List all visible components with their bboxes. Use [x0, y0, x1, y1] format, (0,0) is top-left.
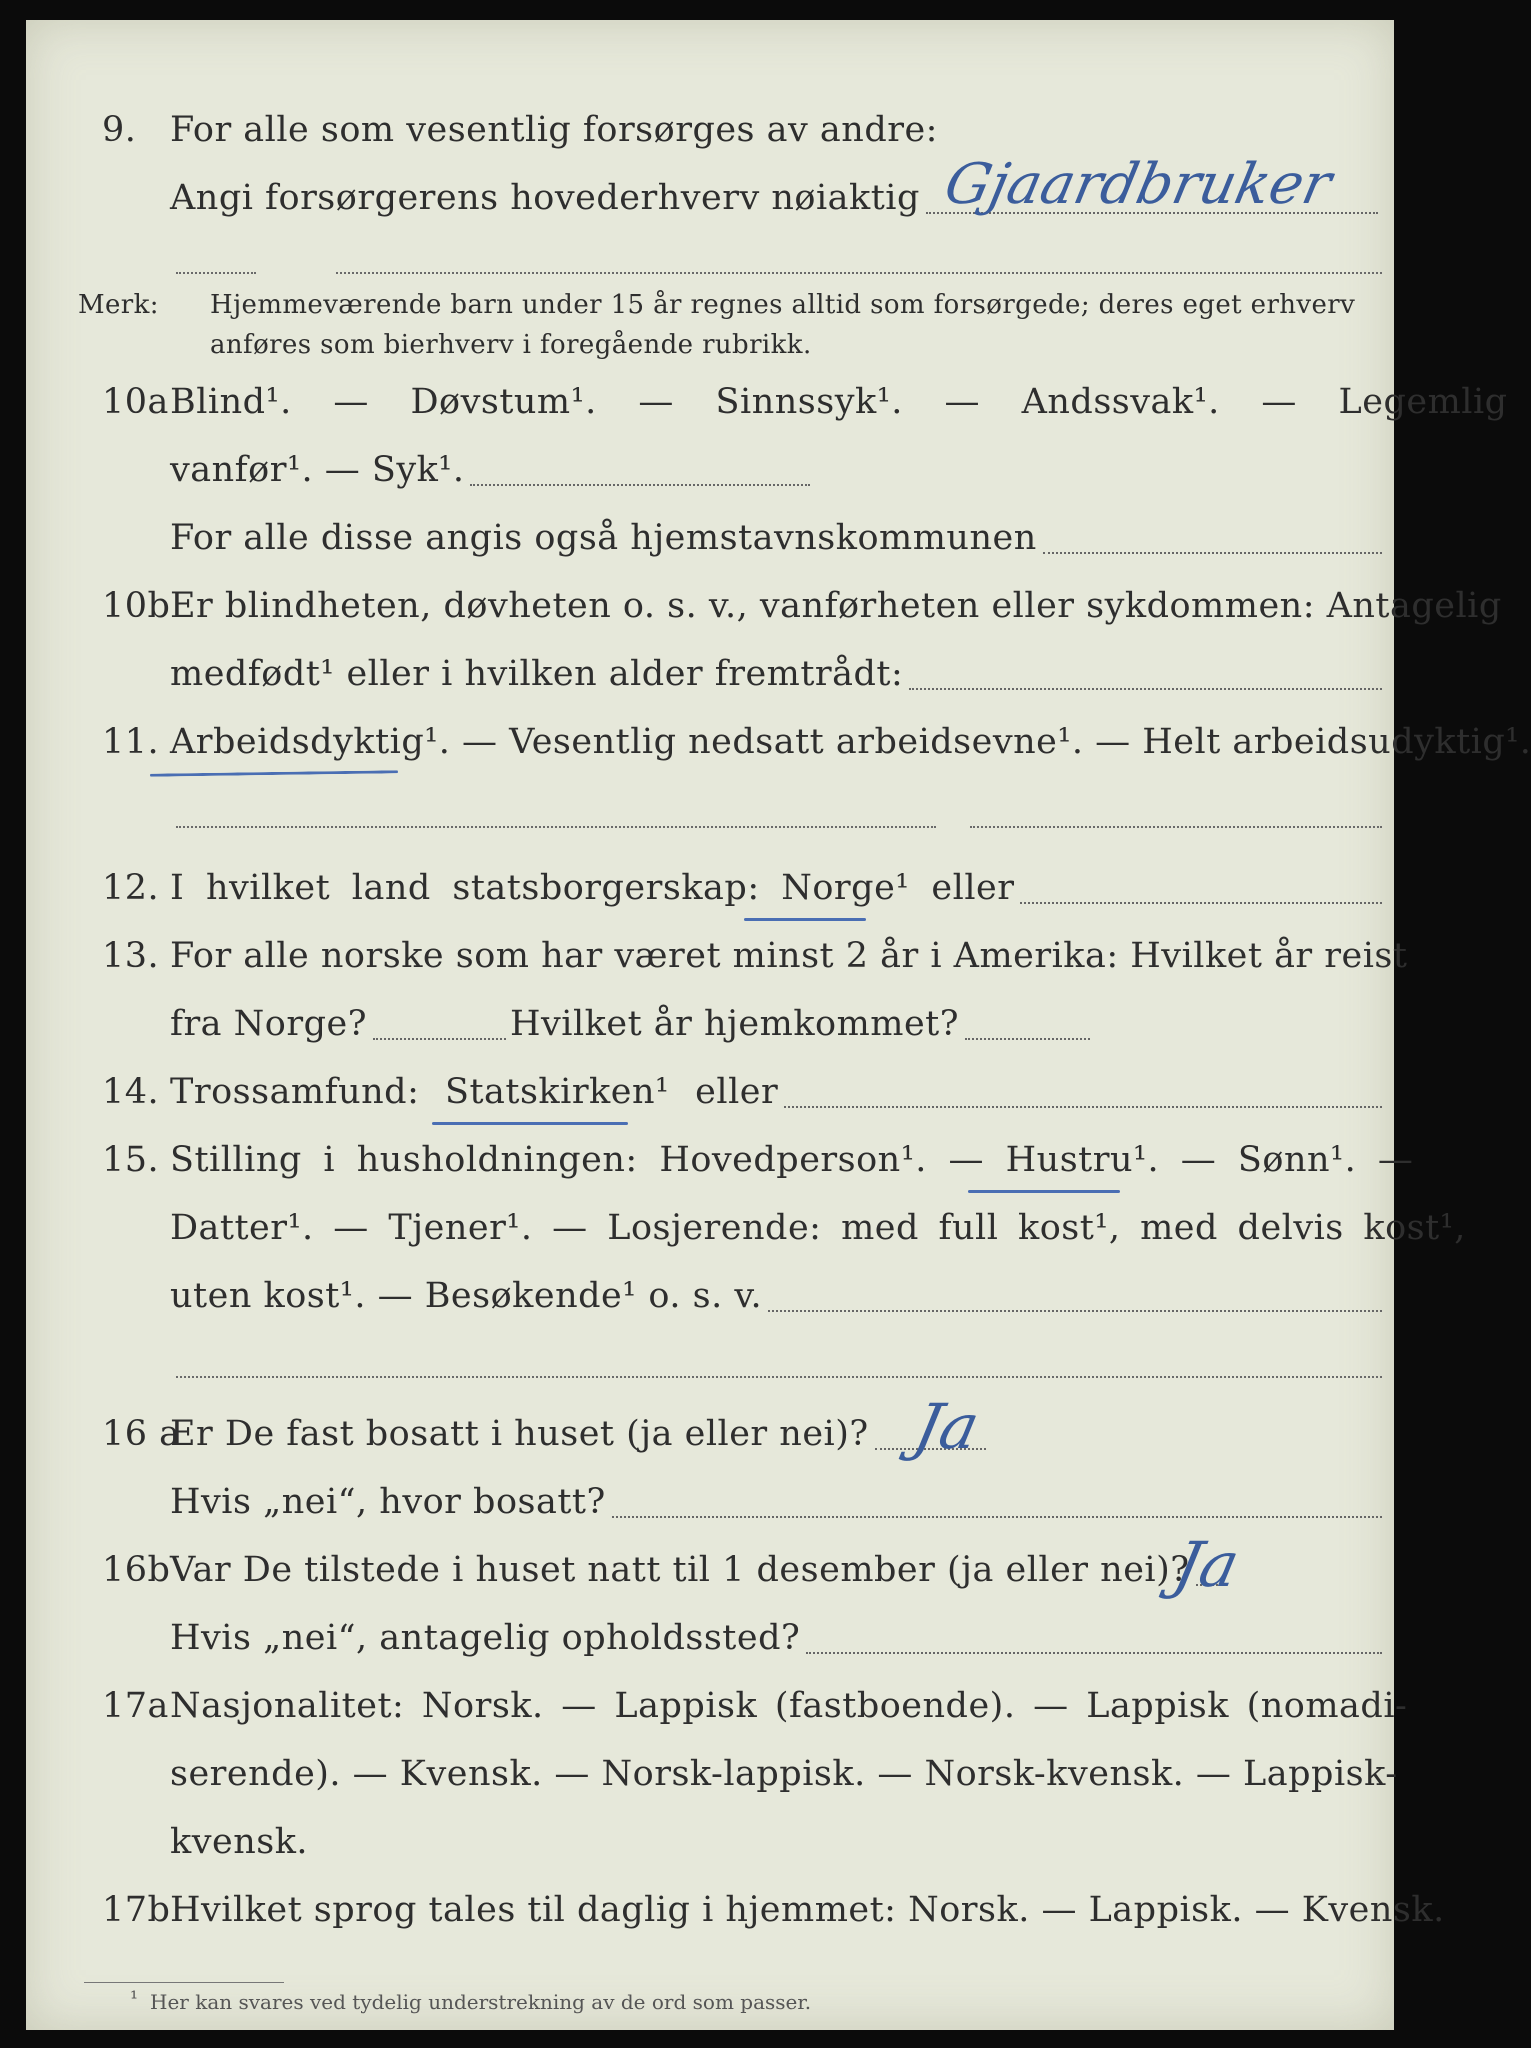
question-text: Hvilket sprog tales til daglig i hjemmet: Norsk. — Lappisk. — Kvensk. — [170, 1890, 1445, 1930]
question-text: Angi forsørgerens hovederhverv nøiaktig — [170, 178, 920, 218]
answer-dotted-line[interactable] — [470, 484, 810, 486]
question-text: vanfør¹. — Syk¹. — [170, 450, 465, 490]
handwritten-underline — [150, 770, 398, 776]
question-text: Nasjonalitet: Norsk. — Lappisk (fastboende). — Lappisk (nomadi- — [170, 1686, 1408, 1726]
item-number: 15. — [102, 1140, 160, 1180]
item-number: 17b — [102, 1890, 171, 1930]
answer-dotted-line[interactable] — [612, 1516, 1382, 1518]
answer-dotted-line[interactable] — [373, 1038, 506, 1040]
note-line-2: anføres som bierhverv i foregående rubrikk. — [210, 330, 812, 360]
item-16a-line-2 — [170, 1482, 1382, 1526]
question-text: Trossamfund: Statskirken¹ eller — [170, 1072, 779, 1112]
question-text: For alle disse angis også hjemstavnskommunen — [170, 518, 1037, 558]
item-12-line-1 — [66, 868, 1382, 912]
item-number: 16b — [102, 1550, 171, 1590]
item-number: 11. — [102, 722, 160, 762]
dotted-line — [970, 826, 1382, 828]
handwritten-answer: Ja — [1168, 1528, 1246, 1601]
question-text: Hvilket år hjemkommet? — [510, 1004, 960, 1044]
handwritten-answer: Ja — [908, 1390, 986, 1463]
question-text: For alle som vesentlig forsørges av andre: — [170, 110, 938, 150]
note-label: Merk: — [78, 290, 159, 320]
note-text: Hjemmeværende barn under 15 år regnes alltid som forsørgede; deres eget erhverv — [210, 290, 1356, 320]
item-16b-line-1 — [66, 1550, 1222, 1594]
footnote-rule — [84, 1982, 284, 1983]
dotted-line — [176, 826, 936, 828]
question-text: I hvilket land statsborgerskap: Norge¹ eller — [170, 868, 1015, 908]
item-number: 10a — [102, 382, 169, 422]
handwritten-answer: Gjaardbruker — [939, 152, 1337, 217]
item-number: 12. — [102, 868, 160, 908]
item-number: 13. — [102, 936, 160, 976]
question-text: kvensk. — [170, 1822, 309, 1862]
item-17a-line-2 — [170, 1754, 1398, 1798]
question-text: Arbeidsdyktig¹. — Vesentlig nedsatt arbeidsevne¹. — Helt arbeidsudyktig¹. — [170, 722, 1531, 762]
handwritten-underline — [744, 918, 866, 921]
item-16b-line-2 — [170, 1618, 1382, 1662]
item-10b-line-2 — [170, 654, 1382, 698]
item-number: 17a — [102, 1686, 169, 1726]
question-text: Er blindheten, døvheten o. s. v., vanførheten eller sykdommen: Antagelig — [170, 586, 1502, 626]
question-text: uten kost¹. — Besøkende¹ o. s. v. — [170, 1276, 763, 1316]
item-11-line-1 — [66, 722, 1531, 766]
item-10a-line-2 — [170, 450, 810, 494]
footnote-mark: ¹ — [130, 1986, 139, 2010]
question-text: Blind¹. — Døvstum¹. — Sinnssyk¹. — Andssvak¹. — Legemlig — [170, 382, 1508, 422]
item-14-line-1 — [66, 1072, 1382, 1116]
question-text: serende). — Kvensk. — Norsk-lappisk. — Norsk-kvensk. — Lappisk- — [170, 1754, 1398, 1794]
item-13-line-1 — [66, 936, 1408, 980]
note-line-1 — [210, 290, 1382, 320]
item-number: 9. — [102, 110, 137, 150]
item-number: 14. — [102, 1072, 160, 1112]
item-17a-line-3 — [170, 1822, 308, 1866]
question-text: fra Norge? — [170, 1004, 367, 1044]
item-10a-line-1 — [66, 382, 1508, 426]
question-text: Stilling i husholdningen: Hovedperson¹. — Hustru¹. — Sønn¹. — — [170, 1140, 1414, 1180]
item-15-line-3 — [170, 1276, 1382, 1320]
footnote-text: Her kan svares ved tydelig understrekning av de ord som passer. — [150, 1990, 812, 2014]
item-13-line-2b — [510, 1004, 1090, 1048]
question-text: medfødt¹ eller i hvilken alder fremtrådt: — [170, 654, 904, 694]
dotted-line — [176, 272, 256, 274]
item-number: 10b — [102, 586, 171, 626]
answer-dotted-line[interactable] — [1043, 552, 1382, 554]
question-text: Datter¹. — Tjener¹. — Losjerende: med full kost¹, med delvis kost¹, — [170, 1208, 1466, 1248]
handwritten-underline — [968, 1190, 1120, 1193]
answer-dotted-line[interactable] — [1020, 902, 1382, 904]
item-13-line-2a — [170, 1004, 506, 1048]
item-15-line-2 — [170, 1208, 1466, 1252]
dotted-line — [336, 272, 1382, 274]
answer-dotted-line[interactable] — [965, 1038, 1090, 1040]
item-9-line-1 — [66, 110, 1386, 154]
answer-dotted-line[interactable] — [768, 1310, 1382, 1312]
question-text: Hvis „nei“, hvor bosatt? — [170, 1482, 606, 1522]
dotted-line — [176, 1376, 1382, 1378]
answer-dotted-line[interactable] — [806, 1652, 1382, 1654]
census-form-page — [26, 20, 1531, 2030]
item-10b-line-1 — [66, 586, 1502, 630]
question-text: Hvis „nei“, antagelig opholdssted? — [170, 1618, 801, 1658]
item-17a-line-1 — [66, 1686, 1408, 1730]
question-text: Er De fast bosatt i huset (ja eller nei)? — [170, 1414, 869, 1454]
item-15-line-1 — [66, 1140, 1414, 1184]
answer-dotted-line[interactable] — [909, 688, 1382, 690]
answer-dotted-line[interactable] — [784, 1106, 1382, 1108]
item-number: 16 a — [102, 1414, 181, 1454]
item-10a-line-3 — [170, 518, 1382, 562]
item-16a-line-1 — [66, 1414, 986, 1458]
handwritten-underline — [432, 1122, 628, 1125]
question-text: For alle norske som har været minst 2 år i Amerika: Hvilket år reist — [170, 936, 1408, 976]
item-17b-line-1 — [66, 1890, 1445, 1934]
question-text: Var De tilstede i huset natt til 1 desember (ja eller nei)? — [170, 1550, 1190, 1590]
